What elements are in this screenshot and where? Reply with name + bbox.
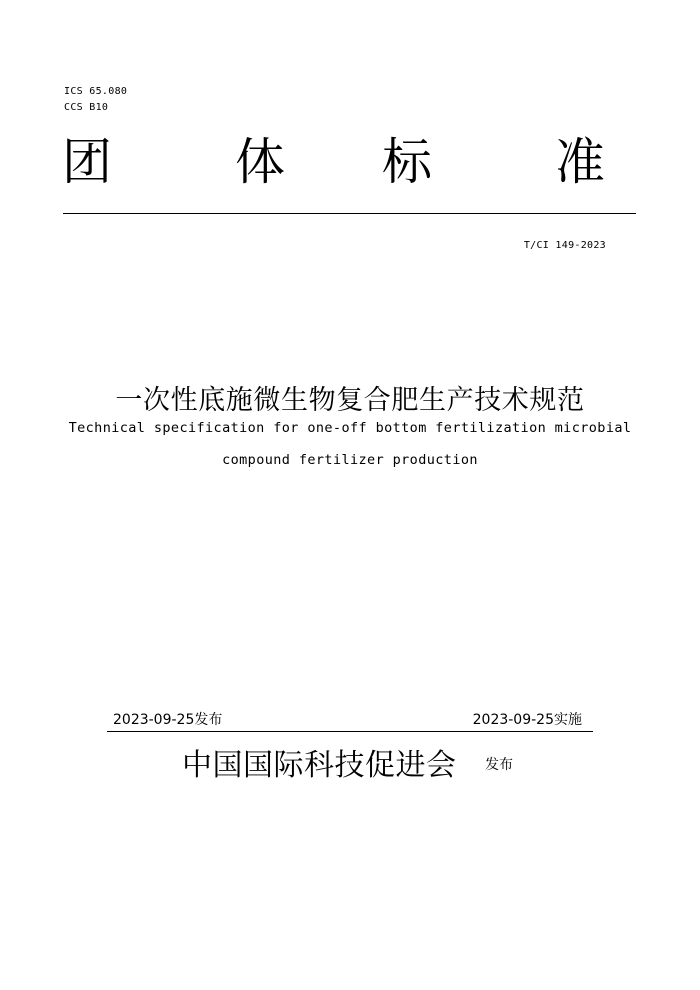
standard-type-char: 团 (62, 133, 112, 191)
implement-date: 2023-09-25实施 (472, 712, 582, 728)
header-divider (63, 213, 636, 214)
footer-divider (107, 731, 593, 732)
issuing-organization: 中国国际科技促进会 (182, 748, 457, 783)
title-chinese: 一次性底施微生物复合肥生产技术规范 (115, 385, 585, 416)
title-english-line2: compound fertilizer production (222, 452, 478, 468)
standard-number: T/CI 149-2023 (523, 240, 606, 251)
title-english-line1: Technical specification for one-off bottom fertilization microbial (68, 420, 632, 436)
standard-type-char: 标 (382, 133, 432, 191)
standard-type-char: 准 (555, 133, 605, 191)
ics-code: ICS 65.080 (64, 86, 128, 97)
issue-label: 发布 (485, 757, 513, 773)
standard-type-char: 体 (235, 133, 285, 191)
publish-date: 2023-09-25发布 (113, 712, 223, 728)
ccs-code: CCS B10 (64, 102, 109, 113)
